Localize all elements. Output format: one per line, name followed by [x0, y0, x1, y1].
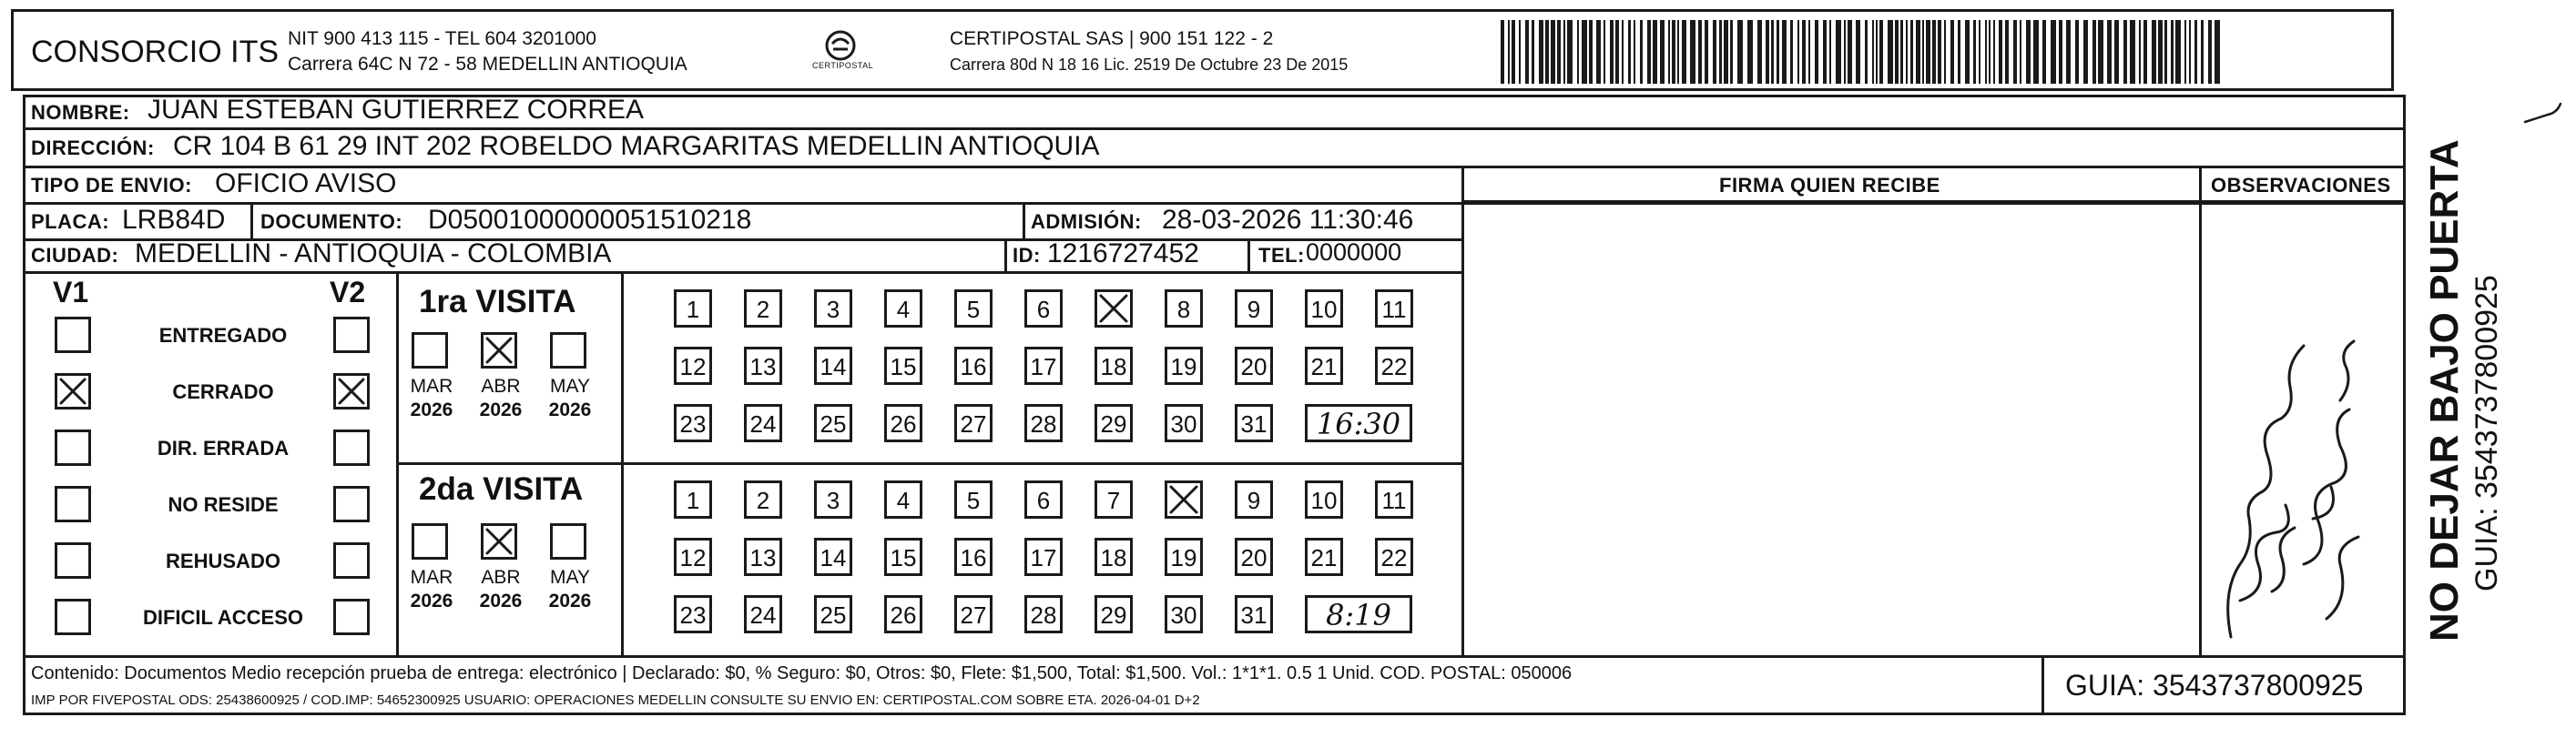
barcode-bar: [1737, 20, 1743, 84]
v2-header: V2: [330, 276, 366, 308]
visit1-day-13[interactable]: 13: [744, 347, 782, 385]
barcode-bar: [1660, 20, 1665, 84]
barcode-bar: [1766, 20, 1769, 84]
visit2-month-checkbox-abr[interactable]: [481, 523, 517, 560]
barcode-bar: [2005, 20, 2009, 84]
barcode-bar: [1628, 20, 1631, 84]
barcode-bar: [1771, 20, 1774, 84]
barcode-bar: [1950, 20, 1954, 84]
barcode-bar: [1958, 20, 1960, 84]
v1-checkbox-entregado[interactable]: [55, 317, 91, 353]
barcode-bar: [2152, 20, 2156, 84]
placa-value: LRB84D: [122, 205, 226, 235]
barcode-bar: [1777, 20, 1779, 84]
visit2-day-11[interactable]: 11: [1375, 480, 1413, 519]
visit1-day-28[interactable]: 28: [1024, 404, 1063, 442]
visit2-day-12[interactable]: 12: [674, 538, 712, 576]
visit2-day-21[interactable]: 21: [1305, 538, 1343, 576]
barcode-bar: [1705, 20, 1708, 84]
visit2-day-29[interactable]: 29: [1095, 595, 1133, 633]
barcode-bar: [2098, 20, 2103, 84]
visit2-day-23[interactable]: 23: [674, 595, 712, 633]
visit2-time-field[interactable]: 8:19: [1305, 595, 1412, 633]
barcode-bar: [2175, 20, 2181, 84]
visit2-day-19[interactable]: 19: [1165, 538, 1203, 576]
barcode-bar: [1508, 20, 1510, 84]
barcode-bar: [2066, 20, 2071, 84]
v1-checkbox-dir-errada[interactable]: [55, 430, 91, 466]
visit2-day-26[interactable]: 26: [884, 595, 922, 633]
barcode-bar: [1640, 20, 1643, 84]
check-mark-icon: [57, 376, 88, 407]
barcode-bar: [2123, 20, 2127, 84]
direccion-value: CR 104 B 61 29 INT 202 ROBELDO MARGARITAS MEDELLIN ANTIOQUIA: [173, 131, 1100, 161]
visit2-day-20[interactable]: 20: [1235, 538, 1273, 576]
barcode-bar: [2020, 20, 2021, 84]
visit2-day-4[interactable]: 4: [884, 480, 922, 519]
barcode-bar: [2092, 20, 2096, 84]
visit2-day-7[interactable]: 7: [1095, 480, 1133, 519]
barcode-bar: [1865, 20, 1868, 84]
visit1-day-19[interactable]: 19: [1165, 347, 1203, 385]
visit2-year-label-mar: 2026: [410, 591, 453, 612]
barcode-bar: [1900, 20, 1903, 84]
barcode-bar: [1790, 20, 1793, 84]
admision-label: ADMISIÓN:: [1031, 210, 1142, 233]
visit1-day-22[interactable]: 22: [1375, 347, 1413, 385]
barcode-bar: [2083, 20, 2088, 84]
barcode-bar: [1888, 20, 1893, 84]
certipostal-logo-text: CERTIPOSTAL: [812, 61, 874, 70]
v1-header: V1: [53, 276, 89, 308]
barcode-bar: [1757, 20, 1762, 84]
visit2-day-15[interactable]: 15: [884, 538, 922, 576]
v1-checkbox-cerrado[interactable]: [55, 373, 91, 409]
barcode-bar: [2107, 20, 2112, 84]
no-dejar-bajo-puerta: NO DEJAR BAJO PUERTA: [2422, 139, 2467, 642]
barcode-bar: [1944, 20, 1946, 84]
barcode-bar: [1539, 20, 1543, 84]
status-label-entregado: ENTREGADO: [158, 324, 288, 347]
id-value: 1216727452: [1047, 238, 1199, 268]
visit2-day-17[interactable]: 17: [1024, 538, 1063, 576]
barcode-bar: [1999, 20, 2002, 84]
visit2-month-checkbox-mar[interactable]: [412, 523, 448, 560]
visit2-day-5[interactable]: 5: [954, 480, 993, 519]
visit1-day-14[interactable]: 14: [814, 347, 852, 385]
visit2-day-3[interactable]: 3: [814, 480, 852, 519]
status-label-no-reside: NO RESIDE: [168, 493, 279, 516]
barcode-bar: [2013, 20, 2017, 84]
barcode-bar: [1519, 20, 1521, 84]
barcode-bar: [1653, 20, 1657, 84]
barcode-bar: [1525, 20, 1529, 84]
visit1-day-5[interactable]: 5: [954, 289, 993, 328]
visit1-day-26[interactable]: 26: [884, 404, 922, 442]
placa-label: PLACA:: [31, 210, 110, 233]
barcode-bar: [1719, 20, 1722, 84]
visit2-day-31[interactable]: 31: [1235, 595, 1273, 633]
barcode-bar: [2158, 20, 2163, 84]
v1-checkbox-dificil-acceso[interactable]: [55, 599, 91, 635]
visit1-day-17[interactable]: 17: [1024, 347, 1063, 385]
nombre-label: NOMBRE:: [31, 101, 130, 124]
visit2-day-13[interactable]: 13: [744, 538, 782, 576]
visit1-month-checkbox-abr[interactable]: [481, 332, 517, 369]
visit1-day-30[interactable]: 30: [1165, 404, 1203, 442]
barcode-bar: [2051, 20, 2056, 84]
visit2-day-10[interactable]: 10: [1305, 480, 1343, 519]
barcode-bar: [2075, 20, 2079, 84]
visit1-day-10[interactable]: 10: [1305, 289, 1343, 328]
visit1-day-8[interactable]: 8: [1165, 289, 1203, 328]
observaciones-column-header: OBSERVACIONES: [2211, 174, 2391, 197]
tipo-envio-value: OFICIO AVISO: [215, 168, 397, 198]
visit2-day-24[interactable]: 24: [744, 595, 782, 633]
barcode-bar: [1985, 20, 1987, 84]
barcode-bar: [1922, 20, 1924, 84]
visit2-day-18[interactable]: 18: [1095, 538, 1133, 576]
v1-checkbox-no-reside[interactable]: [55, 486, 91, 522]
barcode-bar: [1815, 20, 1818, 84]
barcode-bar: [1979, 20, 1980, 84]
visit2-month-checkbox-may[interactable]: [550, 523, 586, 560]
barcode-bar: [1647, 20, 1651, 84]
v2-checkbox-dir-errada[interactable]: [333, 430, 370, 466]
visit1-day-25[interactable]: 25: [814, 404, 852, 442]
barcode-bar: [2059, 20, 2062, 84]
visit1-day-24[interactable]: 24: [744, 404, 782, 442]
visit1-day-1[interactable]: 1: [674, 289, 712, 328]
visit1-month-label-abr: ABR: [481, 376, 521, 397]
footer-contenido: Contenido: Documentos Medio recepción prueba de entrega: electrónico | Declarado: $0, % Seguro: $0, Otros: $0, Flete: $1,500, Total: $1,500. Vol.: 1*1*1. 0.5 1 Unid. COD. POSTAL: 050006: [31, 663, 1573, 683]
ciudad-value: MEDELLIN - ANTIOQUIA - COLOMBIA: [135, 238, 612, 268]
barcode-bar: [1501, 20, 1504, 84]
visit2-year-label-may: 2026: [548, 591, 592, 612]
barcode-bar: [1567, 20, 1573, 84]
barcode-bar: [1596, 20, 1601, 84]
barcode-bar: [1747, 20, 1753, 84]
barcode-bar: [2164, 20, 2167, 84]
check-mark-icon: [336, 376, 367, 407]
visit1-day-7[interactable]: [1095, 289, 1133, 328]
barcode-bar: [1802, 20, 1806, 84]
visit1-day-23[interactable]: 23: [674, 404, 712, 442]
visit2-day-27[interactable]: 27: [954, 595, 993, 633]
visit1-month-checkbox-mar[interactable]: [412, 332, 448, 369]
visit1-day-9[interactable]: 9: [1235, 289, 1273, 328]
barcode-bar: [1682, 20, 1686, 84]
corner-pen-mark: [2520, 87, 2566, 133]
barcode-bar: [1910, 20, 1913, 84]
visit1-day-4[interactable]: 4: [884, 289, 922, 328]
v2-checkbox-dificil-acceso[interactable]: [333, 599, 370, 635]
barcode-bar: [2042, 20, 2046, 84]
tel-label: TEL:: [1258, 244, 1305, 267]
visit2-day-6[interactable]: 6: [1024, 480, 1063, 519]
barcode-bar: [1823, 20, 1827, 84]
visit1-day-29[interactable]: 29: [1095, 404, 1133, 442]
barcode-bar: [2114, 20, 2119, 84]
company-address: Carrera 64C N 72 - 58 MEDELLIN ANTIOQUIA: [288, 54, 687, 75]
check-mark-icon: [484, 335, 514, 366]
visit2-month-label-may: MAY: [550, 567, 590, 588]
side-guia: GUIA: 3543737800925: [2469, 275, 2504, 591]
footer-guia: GUIA: 3543737800925: [2065, 669, 2364, 702]
visit2-year-label-abr: 2026: [479, 591, 523, 612]
visit1-month-checkbox-may[interactable]: [550, 332, 586, 369]
status-label-cerrado: CERRADO: [172, 380, 274, 403]
visit2-day-25[interactable]: 25: [814, 595, 852, 633]
status-label-dir-errada: DIR. ERRADA: [157, 437, 290, 460]
carrier-address: Carrera 80d N 18 16 Lic. 2519 De Octubre 23 De 2015: [950, 56, 1349, 74]
documento-value: D05001000000051510218: [428, 205, 752, 235]
v2-checkbox-no-reside[interactable]: [333, 486, 370, 522]
barcode-bar: [2208, 20, 2212, 84]
visit1-day-21[interactable]: 21: [1305, 347, 1343, 385]
barcode-bar: [1856, 20, 1860, 84]
visit1-day-15[interactable]: 15: [884, 347, 922, 385]
visit2-day-9[interactable]: 9: [1235, 480, 1273, 519]
company-nit: NIT 900 413 115 - TEL 604 3201000: [288, 28, 596, 49]
visit1-day-6[interactable]: 6: [1024, 289, 1063, 328]
visit1-month-label-may: MAY: [550, 376, 590, 397]
barcode-bar: [1876, 20, 1878, 84]
visit2-month-label-mar: MAR: [410, 567, 453, 588]
firma-column-header: FIRMA QUIEN RECIBE: [1719, 174, 1940, 197]
barcode-bar: [1730, 20, 1733, 84]
v1-checkbox-rehusado[interactable]: [55, 542, 91, 579]
nombre-value: JUAN ESTEBAN GUTIERREZ CORREA: [148, 95, 645, 125]
barcode-bar: [1872, 20, 1874, 84]
visit1-day-11[interactable]: 11: [1375, 289, 1413, 328]
visit1-year-label-mar: 2026: [410, 399, 453, 420]
barcode-bar: [1677, 20, 1679, 84]
barcode-bar: [1668, 20, 1670, 84]
visit2-day-8[interactable]: [1165, 480, 1203, 519]
barcode-bar: [1844, 20, 1846, 84]
barcode-bar: [1532, 20, 1534, 84]
visit1-day-20[interactable]: 20: [1235, 347, 1273, 385]
barcode-bar: [1973, 20, 1976, 84]
visit2-month-label-abr: ABR: [481, 567, 521, 588]
barcode-bar: [1512, 20, 1515, 84]
barcode-bar: [1879, 20, 1883, 84]
visit1-year-label-may: 2026: [548, 399, 592, 420]
barcode-bar: [1989, 20, 1991, 84]
visit2-day-2[interactable]: 2: [744, 480, 782, 519]
barcode-bar: [1615, 20, 1619, 84]
barcode-bar: [1829, 20, 1831, 84]
barcode-bar: [1848, 20, 1852, 84]
barcode-bar: [1604, 20, 1605, 84]
check-mark-icon: [1097, 292, 1130, 325]
barcode-bar: [1690, 20, 1695, 84]
visit1-day-3[interactable]: 3: [814, 289, 852, 328]
visit1-day-31[interactable]: 31: [1235, 404, 1273, 442]
visit1-day-2[interactable]: 2: [744, 289, 782, 328]
id-label: ID:: [1013, 244, 1041, 267]
carrier-name: CERTIPOSTAL SAS | 900 151 122 - 2: [950, 28, 1274, 49]
admision-value: 28-03-2026 11:30:46: [1162, 205, 1414, 235]
barcode-bar: [1622, 20, 1624, 84]
barcode-bar: [1797, 20, 1799, 84]
company-name: CONSORCIO ITS: [31, 35, 280, 69]
v2-checkbox-cerrado[interactable]: [333, 373, 370, 409]
visit2-day-16[interactable]: 16: [954, 538, 993, 576]
barcode-bar: [1545, 20, 1549, 84]
visit1-title: 1ra VISITA: [419, 284, 576, 319]
barcode-bar: [1563, 20, 1565, 84]
barcode-bar: [2033, 20, 2039, 84]
v2-checkbox-entregado[interactable]: [333, 317, 370, 353]
barcode: [1501, 20, 2229, 84]
barcode-bar: [1551, 20, 1555, 84]
status-label-dificil-acceso: DIFICIL ACCESO: [142, 606, 303, 629]
v2-checkbox-rehusado[interactable]: [333, 542, 370, 579]
barcode-bar: [2184, 20, 2186, 84]
barcode-bar: [2026, 20, 2031, 84]
tipo-envio-label: TIPO DE ENVIO:: [31, 174, 192, 197]
visit2-day-1[interactable]: 1: [674, 480, 712, 519]
barcode-bar: [1577, 20, 1579, 84]
check-mark-icon: [1167, 483, 1200, 516]
barcode-bar: [1672, 20, 1675, 84]
barcode-bar: [1916, 20, 1920, 84]
barcode-bar: [1557, 20, 1561, 84]
barcode-bar: [1906, 20, 1908, 84]
documento-label: DOCUMENTO:: [260, 210, 403, 233]
barcode-bar: [1938, 20, 1941, 84]
barcode-bar: [1965, 20, 1970, 84]
barcode-bar: [1713, 20, 1716, 84]
visit1-time-field[interactable]: 16:30: [1305, 404, 1412, 442]
visit1-day-27[interactable]: 27: [954, 404, 993, 442]
visit2-day-28[interactable]: 28: [1024, 595, 1063, 633]
footer-imp: IMP POR FIVEPOSTAL ODS: 25438600925 / COD.IMP: 54652300925 USUARIO: OPERACIONES MEDELLIN CONSULTE SU ENVIO EN: CERTIPOSTAL.COM SOBRE ETA. 2026-04-01 D+2: [31, 692, 1200, 708]
barcode-bar: [2189, 20, 2191, 84]
barcode-bar: [1724, 20, 1728, 84]
barcode-bar: [1589, 20, 1593, 84]
certipostal-logo-icon: [809, 25, 872, 80]
barcode-bar: [1782, 20, 1787, 84]
barcode-bar: [2143, 20, 2147, 84]
barcode-bar: [1993, 20, 1995, 84]
barcode-bar: [2139, 20, 2141, 84]
barcode-bar: [2130, 20, 2135, 84]
visit2-day-30[interactable]: 30: [1165, 595, 1203, 633]
visit1-day-16[interactable]: 16: [954, 347, 993, 385]
barcode-bar: [2201, 20, 2204, 84]
barcode-bar: [1926, 20, 1930, 84]
visit2-day-14[interactable]: 14: [814, 538, 852, 576]
check-mark-icon: [484, 526, 514, 557]
visit1-year-label-abr: 2026: [479, 399, 523, 420]
ciudad-label: CIUDAD:: [31, 244, 119, 267]
barcode-bar: [1808, 20, 1810, 84]
barcode-bar: [2171, 20, 2174, 84]
visit1-day-18[interactable]: 18: [1095, 347, 1133, 385]
barcode-bar: [1582, 20, 1587, 84]
barcode-bar: [1932, 20, 1936, 84]
barcode-bar: [2194, 20, 2197, 84]
visit2-day-22[interactable]: 22: [1375, 538, 1413, 576]
visit1-day-12[interactable]: 12: [674, 347, 712, 385]
visit2-title: 2da VISITA: [419, 471, 584, 507]
barcode-bar: [1895, 20, 1899, 84]
handwritten-signature: [2204, 291, 2377, 646]
barcode-bar: [1698, 20, 1702, 84]
barcode-bar: [1634, 20, 1635, 84]
barcode-bar: [2215, 20, 2220, 84]
barcode-bar: [1610, 20, 1614, 84]
tel-value: 0000000: [1306, 238, 1402, 266]
barcode-bar: [1836, 20, 1841, 84]
status-label-rehusado: REHUSADO: [166, 550, 280, 572]
direccion-label: DIRECCIÓN:: [31, 136, 155, 159]
visit1-month-label-mar: MAR: [410, 376, 453, 397]
